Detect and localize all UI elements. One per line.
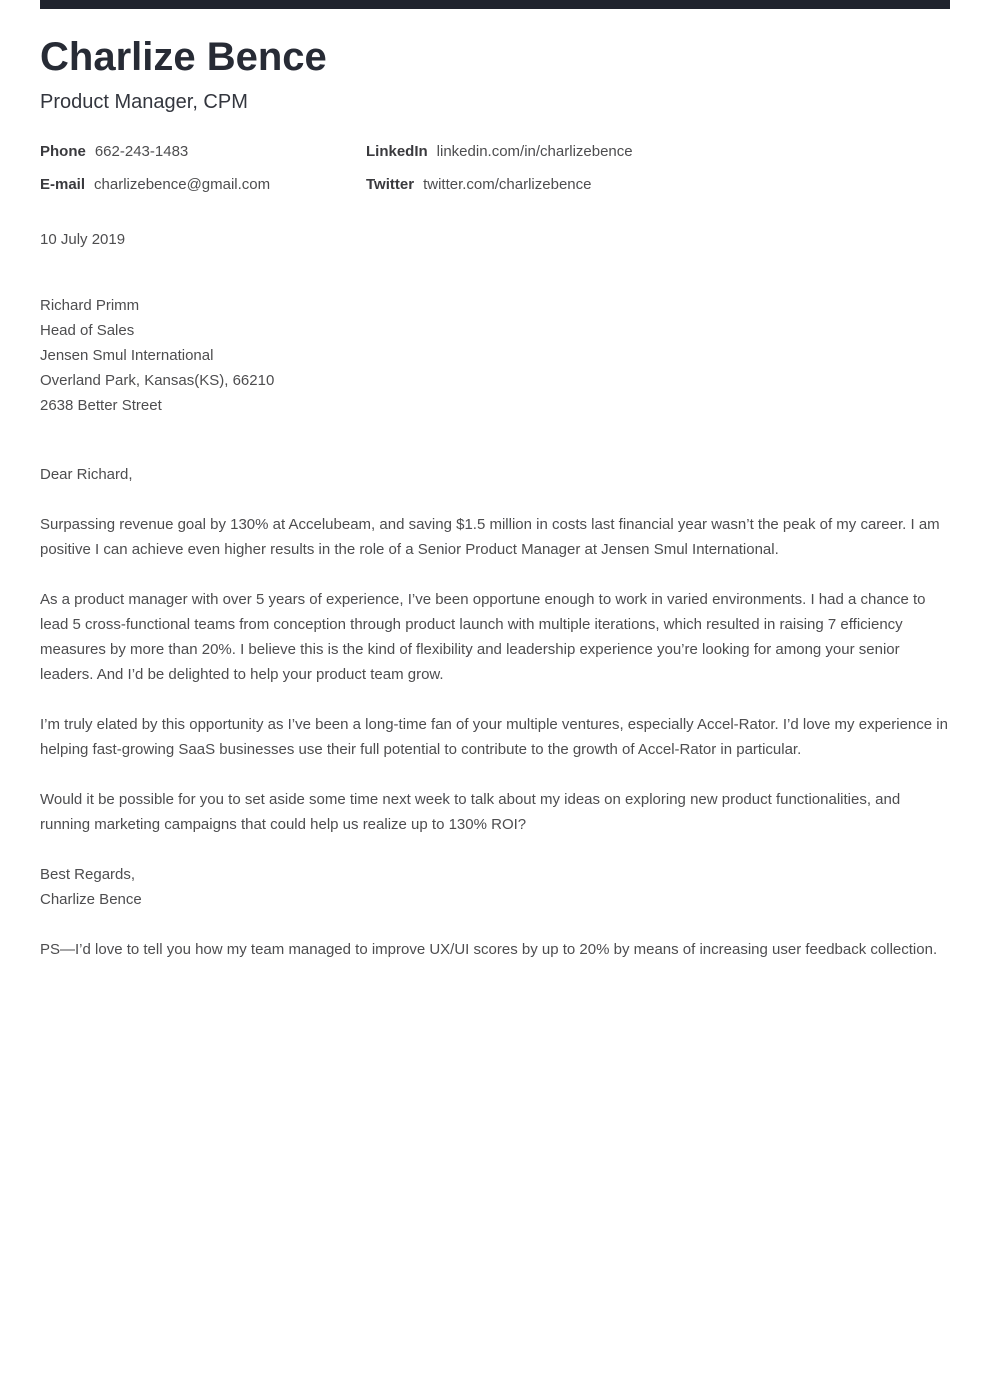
contact-row-linkedin xyxy=(366,144,950,159)
closing-line: Best Regards, xyxy=(40,866,136,883)
contact-row-email xyxy=(40,177,366,192)
body-paragraph-2: As a product manager with over 5 years of experience, I’ve been opportune enough to work in varied environments. I had a chance to lead 5 cross-functional teams from conception through product launch with multiple iterations, which resulted in raising 7 efficiency measures by more than 20%. I believe this is the kind of flexibility and leadership experience you’re looking for among your senior leaders. And I’d be delighted to help your product team grow. xyxy=(40,591,926,683)
contact-row-phone xyxy=(40,144,366,159)
letter-date: 10 July 2019 xyxy=(40,231,126,248)
candidate-name: Charlize Bence xyxy=(40,35,327,79)
recipient-address-block xyxy=(40,293,274,418)
body-paragraph-1: Surpassing revenue goal by 130% at Accelubeam, and saving $1.5 million in costs last financial year wasn’t the peak of my career. I am positive I can achieve even higher results in the role of a Senior Product Manager at Jensen Smul International. xyxy=(40,516,940,558)
twitter-value: twitter.com/charlizebence xyxy=(423,176,592,193)
signature-name: Charlize Bence xyxy=(40,891,142,908)
body-paragraph-3: I’m truly elated by this opportunity as I’ve been a long-time fan of your multiple ventures, especially Accel-Rator. I’d love my experience in helping fast-growing SaaS businesses use their full potential to contribute to the growth of Accel-Rator in particular. xyxy=(40,716,948,758)
recipient-name: Richard Primm xyxy=(40,297,140,314)
salutation: Dear Richard, xyxy=(40,466,133,483)
linkedin-value: linkedin.com/in/charlizebence xyxy=(436,143,633,160)
email-value: charlizebence@gmail.com xyxy=(94,176,271,193)
candidate-job-title: Product Manager, CPM xyxy=(40,91,248,113)
recipient-city: Overland Park, Kansas(KS), 66210 xyxy=(40,372,275,389)
closing-block xyxy=(40,862,952,912)
email-label: E-mail xyxy=(40,176,86,193)
letter-body xyxy=(40,462,952,962)
contact-row-twitter xyxy=(366,177,950,192)
linkedin-label: LinkedIn xyxy=(366,143,428,160)
phone-label: Phone xyxy=(40,143,86,160)
phone-value: 662-243-1483 xyxy=(94,143,189,160)
postscript: PS—I’d love to tell you how my team managed to improve UX/UI scores by up to 20% by means of increasing user feedback collection. xyxy=(40,941,938,958)
recipient-title: Head of Sales xyxy=(40,322,135,339)
top-accent-bar xyxy=(40,0,950,9)
twitter-label: Twitter xyxy=(366,176,415,193)
body-paragraph-4: Would it be possible for you to set aside some time next week to talk about my ideas on exploring new product functionalities, and running marketing campaigns that could help us realize up to 130% ROI? xyxy=(40,791,901,833)
contact-section xyxy=(40,144,950,192)
recipient-company: Jensen Smul International xyxy=(40,347,214,364)
recipient-street: 2638 Better Street xyxy=(40,397,162,414)
